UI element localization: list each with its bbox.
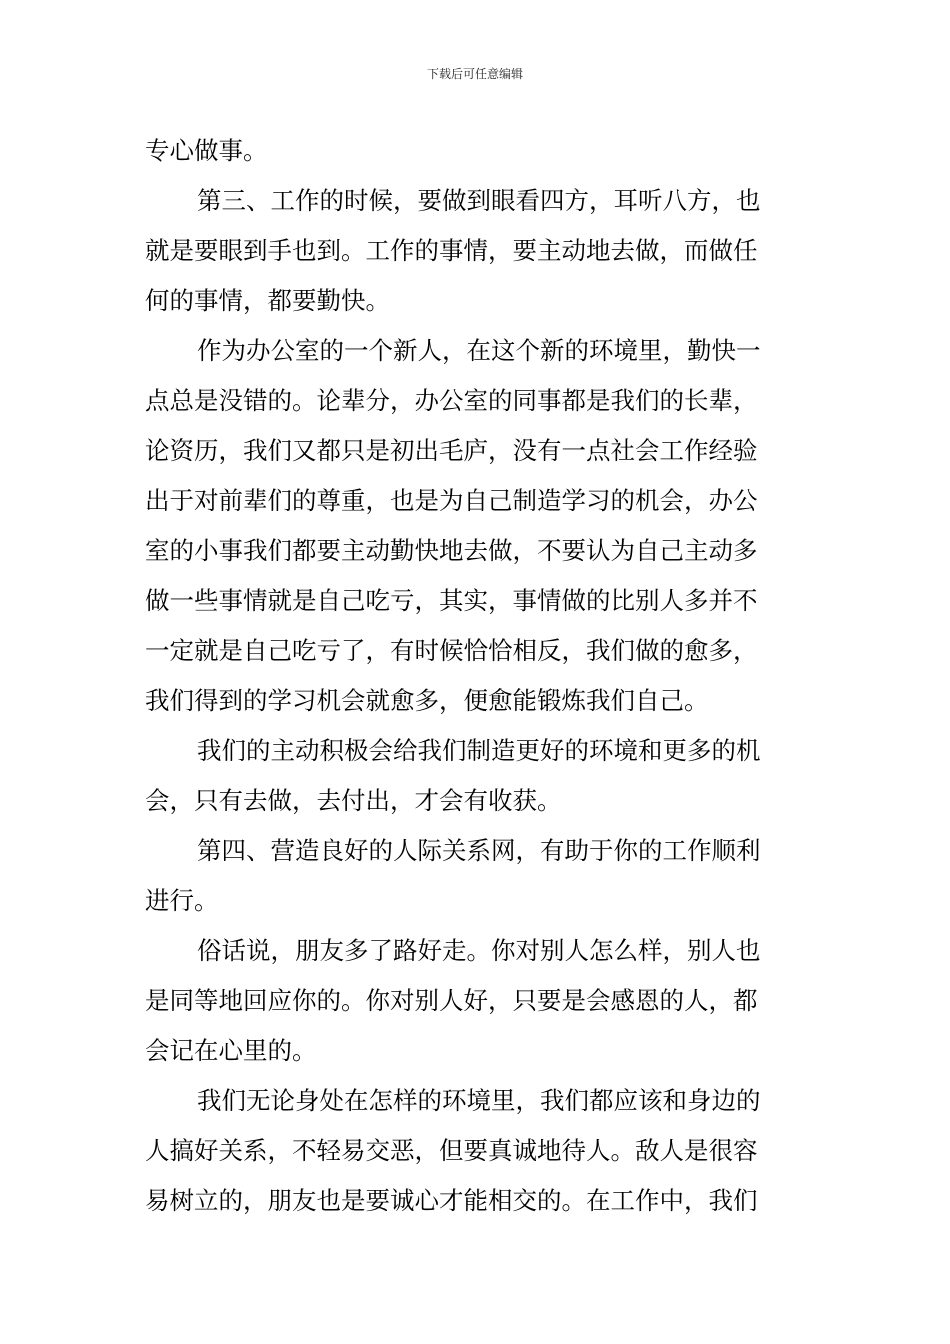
text-line: 人搞好关系，不轻易交恶，但要真诚地待人。敌人是很容 [145,1136,758,1165]
text-line: 我们无论身处在怎样的环境里，我们都应该和身边的 [197,1086,761,1115]
text-line: 做一些事情就是自己吃亏，其实，事情做的比别人多并不 [145,586,758,615]
text-line: 易树立的，朋友也是要诚心才能相交的。在工作中，我们 [145,1186,758,1215]
text-line: 一定就是自己吃亏了，有时候恰恰相反，我们做的愈多， [145,636,758,665]
text-line: 论资历，我们又都只是初出毛庐，没有一点社会工作经验 [145,436,758,465]
text-line: 就是要眼到手也到。工作的事情，要主动地去做，而做任 [145,236,758,265]
text-line: 会，只有去做，去付出，才会有收获。 [145,786,562,815]
text-line: 进行。 [145,886,219,915]
text-line: 作为办公室的一个新人，在这个新的环境里，勤快一 [197,336,761,365]
text-line: 我们得到的学习机会就愈多，便愈能锻炼我们自己。 [145,686,709,715]
document-body [145,126,805,1226]
page-header-watermark: 下载后可任意编辑 [426,67,523,81]
text-line: 会记在心里的。 [145,1036,317,1065]
text-line: 专心做事。 [145,136,268,165]
text-line: 出于对前辈们的尊重，也是为自己制造学习的机会，办公 [145,486,758,515]
text-line: 是同等地回应你的。你对别人好，只要是会感恩的人，都 [145,986,758,1015]
text-line: 点总是没错的。论辈分，办公室的同事都是我们的长辈， [145,386,758,415]
text-line: 室的小事我们都要主动勤快地去做，不要认为自己主动多 [145,536,758,565]
text-line: 第三、工作的时候，要做到眼看四方，耳听八方，也 [197,186,761,215]
text-line: 我们的主动积极会给我们制造更好的环境和更多的机 [197,736,761,765]
text-line: 俗话说，朋友多了路好走。你对别人怎么样，别人也 [197,936,761,965]
text-line: 第四、营造良好的人际关系网，有助于你的工作顺利 [197,836,761,865]
text-line: 何的事情，都要勤快。 [145,286,390,315]
